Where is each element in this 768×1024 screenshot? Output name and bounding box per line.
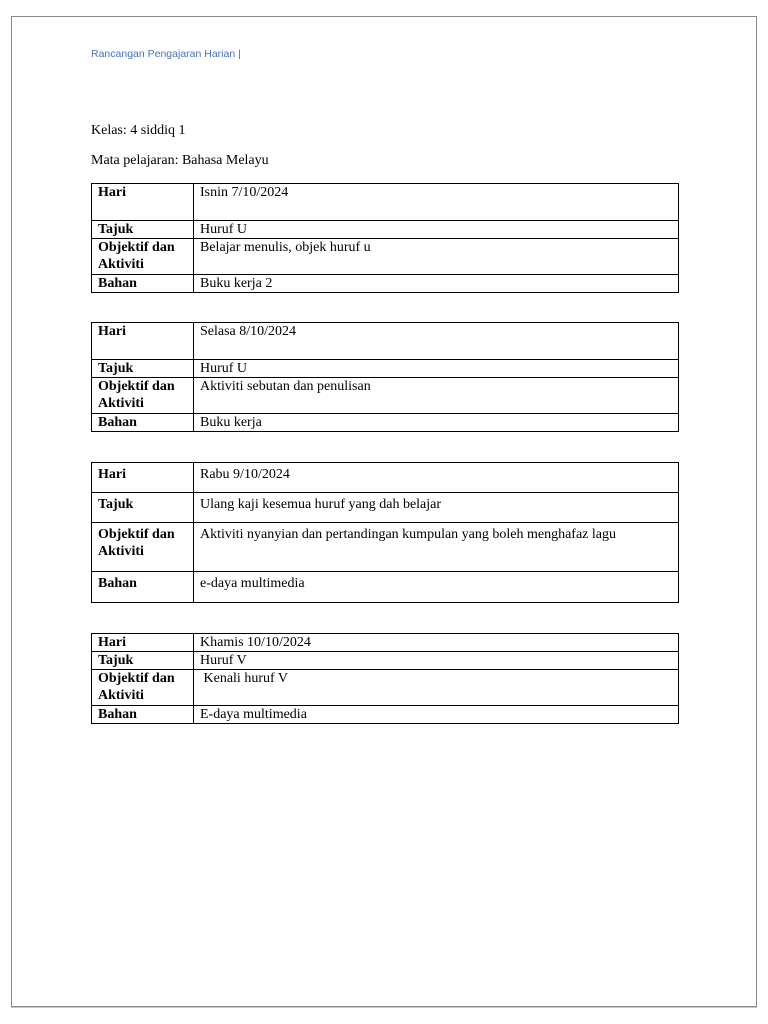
label-objektif: Objektif dan Aktiviti bbox=[92, 523, 194, 572]
lesson-table-rabu bbox=[91, 462, 679, 603]
table-row bbox=[92, 221, 679, 239]
table-row bbox=[92, 239, 679, 275]
value-hari: Selasa 8/10/2024 bbox=[194, 323, 679, 360]
table-row bbox=[92, 184, 679, 221]
table-row bbox=[92, 634, 679, 652]
lesson-table-selasa bbox=[91, 322, 679, 432]
value-objektif: Kenali huruf V bbox=[194, 670, 679, 706]
lesson-table-isnin bbox=[91, 183, 679, 293]
label-bahan: Bahan bbox=[92, 706, 194, 724]
table-row bbox=[92, 706, 679, 724]
header-title: Rancangan Pengajaran Harian bbox=[91, 48, 236, 60]
value-bahan: e-daya multimedia bbox=[194, 572, 679, 603]
table-row bbox=[92, 493, 679, 523]
table-row bbox=[92, 463, 679, 493]
value-tajuk: Huruf V bbox=[194, 652, 679, 670]
label-tajuk: Tajuk bbox=[92, 360, 194, 378]
table-row bbox=[92, 572, 679, 603]
label-hari: Hari bbox=[92, 463, 194, 493]
value-tajuk: Ulang kaji kesemua huruf yang dah belajar bbox=[194, 493, 679, 523]
table-row bbox=[92, 323, 679, 360]
label-hari: Hari bbox=[92, 323, 194, 360]
value-objektif: Aktiviti nyanyian dan pertandingan kumpulan yang boleh menghafaz lagu bbox=[194, 523, 679, 572]
value-hari: Isnin 7/10/2024 bbox=[194, 184, 679, 221]
label-bahan: Bahan bbox=[92, 414, 194, 432]
label-bahan: Bahan bbox=[92, 572, 194, 603]
value-tajuk: Huruf U bbox=[194, 221, 679, 239]
table-row bbox=[92, 652, 679, 670]
table-row bbox=[92, 414, 679, 432]
label-hari: Hari bbox=[92, 184, 194, 221]
table-row bbox=[92, 523, 679, 572]
label-objektif: Objektif dan Aktiviti bbox=[92, 378, 194, 414]
value-objektif: Belajar menulis, objek huruf u bbox=[194, 239, 679, 275]
lesson-table-khamis bbox=[91, 633, 679, 724]
value-tajuk: Huruf U bbox=[194, 360, 679, 378]
value-bahan: E-daya multimedia bbox=[194, 706, 679, 724]
page-header bbox=[91, 48, 241, 60]
label-objektif: Objektif dan Aktiviti bbox=[92, 239, 194, 275]
table-row bbox=[92, 378, 679, 414]
label-tajuk: Tajuk bbox=[92, 493, 194, 523]
table-row bbox=[92, 360, 679, 378]
value-hari: Khamis 10/10/2024 bbox=[194, 634, 679, 652]
label-tajuk: Tajuk bbox=[92, 652, 194, 670]
value-objektif: Aktiviti sebutan dan penulisan bbox=[194, 378, 679, 414]
value-bahan: Buku kerja bbox=[194, 414, 679, 432]
table-row bbox=[92, 275, 679, 293]
kelas-line: Kelas: 4 siddiq 1 bbox=[91, 123, 186, 138]
document-page bbox=[11, 16, 757, 1007]
value-hari: Rabu 9/10/2024 bbox=[194, 463, 679, 493]
label-bahan: Bahan bbox=[92, 275, 194, 293]
mata-pelajaran-line: Mata pelajaran: Bahasa Melayu bbox=[91, 153, 269, 168]
table-row bbox=[92, 670, 679, 706]
label-tajuk: Tajuk bbox=[92, 221, 194, 239]
label-objektif: Objektif dan Aktiviti bbox=[92, 670, 194, 706]
label-hari: Hari bbox=[92, 634, 194, 652]
header-separator: | bbox=[238, 48, 241, 60]
value-bahan: Buku kerja 2 bbox=[194, 275, 679, 293]
